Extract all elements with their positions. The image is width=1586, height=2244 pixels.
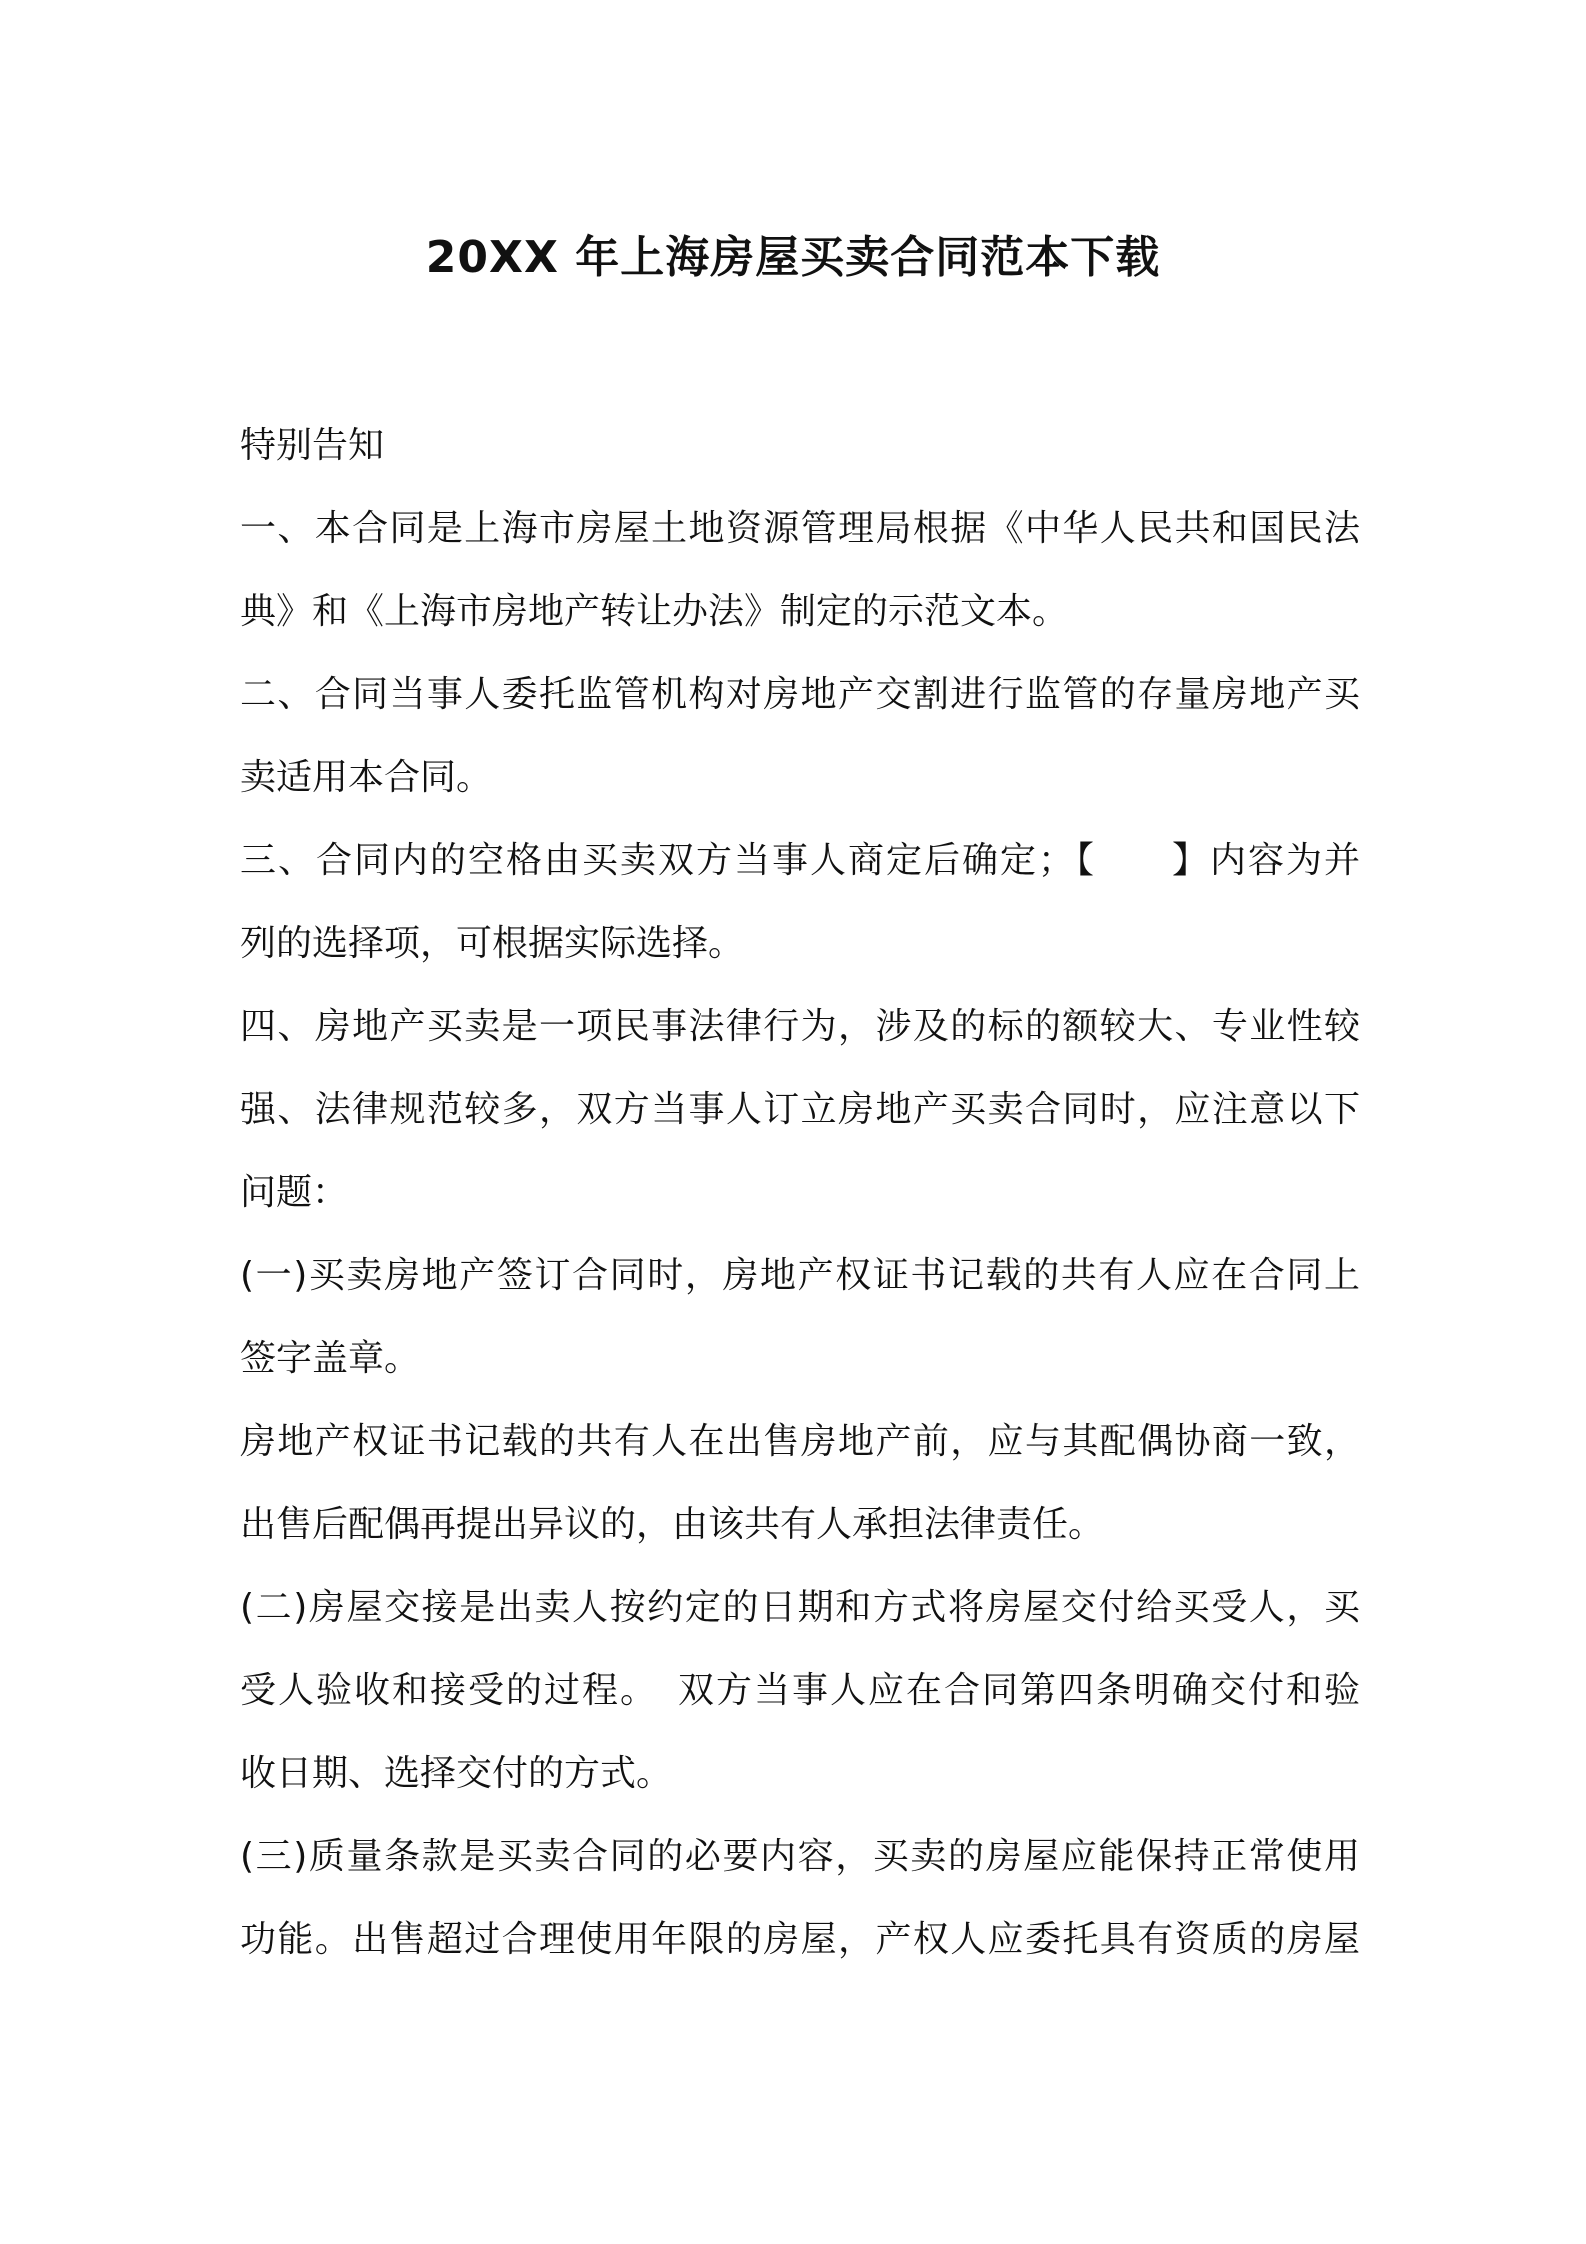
text-line: 功能。出售超过合理使用年限的房屋，产权人应委托具有资质的房屋 <box>240 1919 1360 1960</box>
text-line: (三)质量条款是买卖合同的必要内容，买卖的房屋应能保持正常使用 <box>240 1836 1360 1877</box>
document-body <box>240 418 1360 1995</box>
text-line: 问题： <box>240 1172 349 1213</box>
text-line: 收日期、选择交付的方式。 <box>240 1753 673 1794</box>
text-line: 出售后配偶再提出异议的，由该共有人承担法律责任。 <box>240 1504 1105 1545</box>
text-line: 四、房地产买卖是一项民事法律行为，涉及的标的额较大、专业性较 <box>240 1006 1360 1047</box>
text-line: 受人验收和接受的过程。 双方当事人应在合同第四条明确交付和验 <box>240 1670 1360 1711</box>
text-line: 二、合同当事人委托监管机构对房地产交割进行监管的存量房地产买 <box>240 674 1360 715</box>
text-line: 列的选择项，可根据实际选择。 <box>240 923 745 964</box>
text-line: 卖适用本合同。 <box>240 757 493 798</box>
text-line: 特别告知 <box>240 425 385 466</box>
text-line: 强、法律规范较多，双方当事人订立房地产买卖合同时，应注意以下 <box>240 1089 1360 1130</box>
document-title: 20XX 年上海房屋买卖合同范本下载 <box>425 232 1161 283</box>
text-line: (一)买卖房地产签订合同时，房地产权证书记载的共有人应在合同上 <box>240 1255 1360 1296</box>
text-line: 典》和《上海市房地产转让办法》制定的示范文本。 <box>240 591 1069 632</box>
text-line: 签字盖章。 <box>240 1338 421 1379</box>
text-line: 三、合同内的空格由买卖双方当事人商定后确定；【 】内容为并 <box>240 840 1360 881</box>
text-line: 房地产权证书记载的共有人在出售房地产前，应与其配偶协商一致， <box>240 1421 1360 1462</box>
text-line: 一、本合同是上海市房屋土地资源管理局根据《中华人民共和国民法 <box>240 508 1360 549</box>
text-line: (二)房屋交接是出卖人按约定的日期和方式将房屋交付给买受人，买 <box>240 1587 1360 1628</box>
